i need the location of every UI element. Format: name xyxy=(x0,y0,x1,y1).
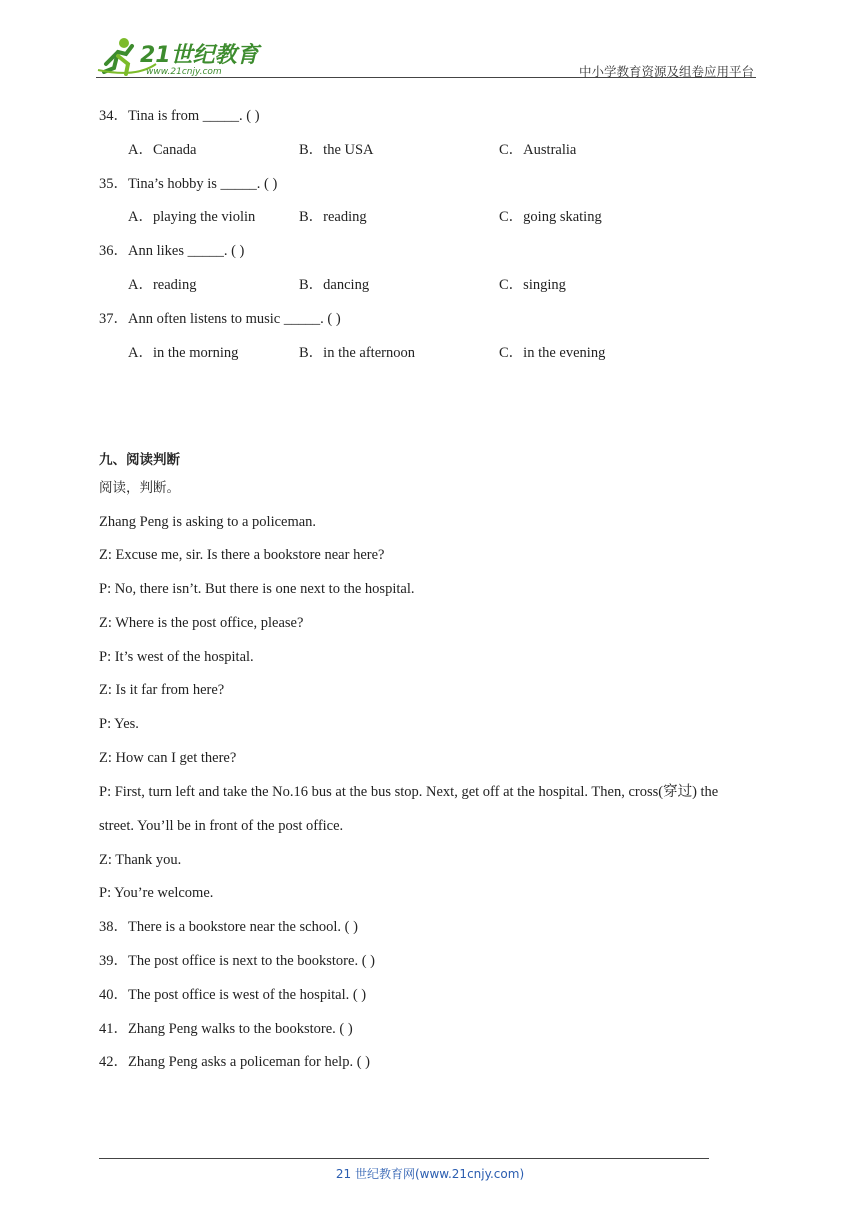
dialogue-line: Z: Is it far from here? xyxy=(99,682,225,698)
dialogue-line: Z: How can I get there? xyxy=(99,750,237,766)
question-36-option-a: A．reading xyxy=(128,277,197,293)
footer-divider xyxy=(99,1158,709,1159)
question-36-option-c: C．singing xyxy=(499,277,566,293)
dialogue-line: P: You’re welcome. xyxy=(99,885,214,901)
dialogue-line: street. You’ll be in front of the post office. xyxy=(99,818,344,834)
question-35-option-c: C．going skating xyxy=(499,209,602,225)
question-34-stem: 34．Tina is from _____. ( ) xyxy=(99,108,260,124)
question-35-stem: 35．Tina’s hobby is _____. ( ) xyxy=(99,176,278,192)
question-34-option-a: A．Canada xyxy=(128,142,197,158)
dialogue-line: Z: Where is the post office, please? xyxy=(99,615,304,631)
section-title: 九、阅读判断 xyxy=(99,452,180,468)
judgement-question-38: 38．There is a bookstore near the school. ( ) xyxy=(99,919,358,935)
header-platform-text: 中小学教育资源及组卷应用平台 xyxy=(578,64,754,79)
judgement-question-41: 41．Zhang Peng walks to the bookstore. ( ) xyxy=(99,1021,353,1037)
question-34-option-c: C．Australia xyxy=(499,142,577,158)
dialogue-line: P: First, turn left and take the No.16 bus at the bus stop. Next, get off at the hospital. Then, cross(穿过) the xyxy=(99,784,719,800)
judgement-question-39: 39．The post office is next to the bookstore. ( ) xyxy=(99,953,375,969)
question-36-stem: 36．Ann likes _____. ( ) xyxy=(99,243,245,259)
question-37-option-c: C．in the evening xyxy=(499,345,606,361)
question-37-stem: 37．Ann often listens to music _____. ( ) xyxy=(99,311,341,327)
question-37-option-a: A．in the morning xyxy=(128,345,239,361)
logo xyxy=(96,34,266,78)
question-35-option-a: A．playing the violin xyxy=(128,209,256,225)
page-header xyxy=(96,34,756,80)
header-divider xyxy=(96,77,756,78)
dialogue-line: P: Yes. xyxy=(99,716,139,732)
svg-text:www.21cnjy.com: www.21cnjy.com xyxy=(146,67,222,77)
question-34-option-b: B．the USA xyxy=(299,142,374,158)
question-37-option-b: B．in the afternoon xyxy=(299,345,415,361)
dialogue-line: Z: Thank you. xyxy=(99,852,182,868)
svg-text:21世纪教育: 21世纪教育 xyxy=(140,43,259,68)
judgement-question-40: 40．The post office is west of the hospital. ( ) xyxy=(99,987,367,1003)
footer-link[interactable]: 21 世纪教育网(www.21cnjy.com) xyxy=(335,1167,525,1181)
question-35-option-b: B．reading xyxy=(299,209,367,225)
dialogue-line: Z: Excuse me, sir. Is there a bookstore near here? xyxy=(99,547,385,563)
dialogue-line: P: It’s west of the hospital. xyxy=(99,649,254,665)
judgement-question-42: 42．Zhang Peng asks a policeman for help. ( ) xyxy=(99,1054,370,1070)
question-36-option-b: B．dancing xyxy=(299,277,370,293)
passage-intro: Zhang Peng is asking to a policeman. xyxy=(99,514,317,530)
section-instruction: 阅读，判断。 xyxy=(99,480,180,496)
dialogue-line: P: No, there isn’t. But there is one next to the hospital. xyxy=(99,581,415,597)
